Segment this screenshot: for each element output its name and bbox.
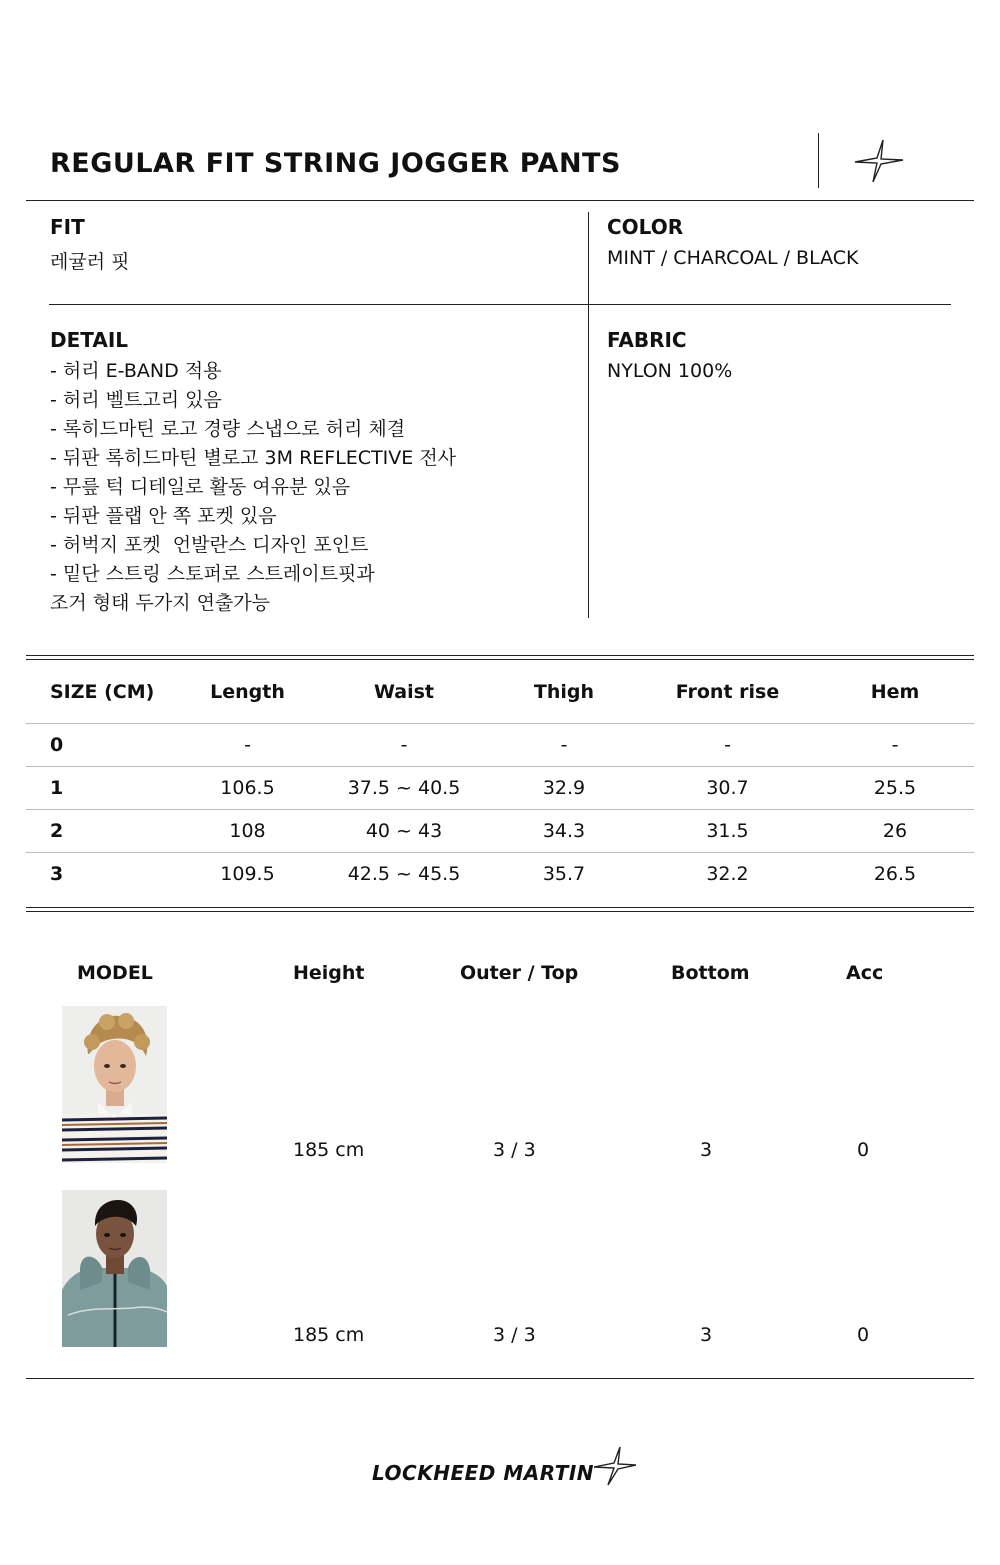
header-divider xyxy=(818,133,819,188)
detail-list xyxy=(50,357,456,618)
size-header-cell: Front rise xyxy=(675,680,780,703)
outer-top-header: Outer / Top xyxy=(460,962,579,984)
detail-item: - 무릎 턱 디테일로 활동 여유분 있음 xyxy=(50,476,351,498)
size-header-cell: Waist xyxy=(373,680,434,703)
size-cell: 1 xyxy=(26,767,176,810)
size-cell: 0 xyxy=(26,724,176,767)
model-1-bottom: 3 xyxy=(700,1139,713,1161)
color-label: COLOR xyxy=(607,215,684,239)
size-cell: - xyxy=(176,724,319,767)
size-cell: 37.5 ~ 40.5 xyxy=(319,767,489,810)
model-photo-1 xyxy=(62,1006,167,1163)
size-header-cell: Length xyxy=(210,680,285,703)
size-cell: 35.7 xyxy=(489,853,639,896)
model-header: MODEL xyxy=(77,962,153,984)
size-cell: 40 ~ 43 xyxy=(319,810,489,853)
color-value: MINT / CHARCOAL / BLACK xyxy=(607,247,859,269)
size-table-header xyxy=(26,660,974,724)
size-cell: 2 xyxy=(26,810,176,853)
product-title: REGULAR FIT STRING JOGGER PANTS xyxy=(50,148,621,179)
brand-wordmark: LOCKHEED MARTIN xyxy=(372,1461,595,1485)
model-2-height: 185 cm xyxy=(293,1324,365,1346)
size-cell: 30.7 xyxy=(639,767,816,810)
size-header-cell: Thigh xyxy=(533,680,595,703)
detail-label: DETAIL xyxy=(50,328,129,352)
size-cell: - xyxy=(816,724,974,767)
size-cell: 108 xyxy=(176,810,319,853)
model-2-outer-top: 3 / 3 xyxy=(493,1324,536,1346)
fit-label: FIT xyxy=(50,215,85,239)
star-logo-icon xyxy=(853,138,905,184)
model-1-outer-top: 3 / 3 xyxy=(493,1139,536,1161)
size-cell: 32.9 xyxy=(489,767,639,810)
size-cell: - xyxy=(319,724,489,767)
size-cell: 34.3 xyxy=(489,810,639,853)
model-2-acc: 0 xyxy=(857,1324,870,1346)
fabric-label: FABRIC xyxy=(607,328,687,352)
size-cell: 26.5 xyxy=(816,853,974,896)
model-1-height: 185 cm xyxy=(293,1139,365,1161)
bottom-header: Bottom xyxy=(671,962,750,984)
spec-row-divider xyxy=(49,304,951,305)
size-cell: 3 xyxy=(26,853,176,896)
size-cell: 106.5 xyxy=(176,767,319,810)
acc-header: Acc xyxy=(846,962,884,984)
size-cell: 26 xyxy=(816,810,974,853)
detail-item: - 허벅지 포켓 언발란스 디자인 포인트 xyxy=(50,534,369,556)
fabric-value: NYLON 100% xyxy=(607,360,733,382)
size-table-bottom-rule xyxy=(26,907,974,912)
model-1-acc: 0 xyxy=(857,1139,870,1161)
detail-item: - 록히드마틴 로고 경량 스냅으로 허리 체결 xyxy=(50,418,406,440)
detail-item: - 뒤판 록히드마틴 별로고 3M REFLECTIVE 전사 xyxy=(50,447,457,469)
size-table-row xyxy=(26,810,974,853)
size-header-cell: SIZE (CM) xyxy=(50,680,155,703)
size-table-row xyxy=(26,724,974,767)
fit-value: 레귤러 핏 xyxy=(50,251,130,273)
size-table xyxy=(26,655,974,912)
size-header-cell: Hem xyxy=(870,680,920,703)
size-cell: 31.5 xyxy=(639,810,816,853)
height-header: Height xyxy=(293,962,365,984)
size-cell: 25.5 xyxy=(816,767,974,810)
size-cell: - xyxy=(489,724,639,767)
size-cell: 32.2 xyxy=(639,853,816,896)
detail-item: - 허리 E-BAND 적용 xyxy=(50,360,222,382)
model-2-bottom: 3 xyxy=(700,1324,713,1346)
header-rule xyxy=(26,200,974,201)
detail-item: - 뒤판 플랩 안 쪽 포켓 있음 xyxy=(50,505,277,527)
size-table-row xyxy=(26,767,974,810)
model-table-bottom-rule xyxy=(26,1378,974,1379)
detail-item: 조거 형태 두가지 연출가능 xyxy=(50,592,271,614)
size-table-row xyxy=(26,853,974,896)
detail-item: - 밑단 스트링 스토퍼로 스트레이트핏과 xyxy=(50,563,375,585)
size-cell: 109.5 xyxy=(176,853,319,896)
brand-star-icon xyxy=(590,1445,638,1487)
size-cell: - xyxy=(639,724,816,767)
model-photo-2 xyxy=(62,1190,167,1347)
size-cell: 42.5 ~ 45.5 xyxy=(319,853,489,896)
detail-item: - 허리 벨트고리 있음 xyxy=(50,389,222,411)
spec-column-divider xyxy=(588,212,589,618)
